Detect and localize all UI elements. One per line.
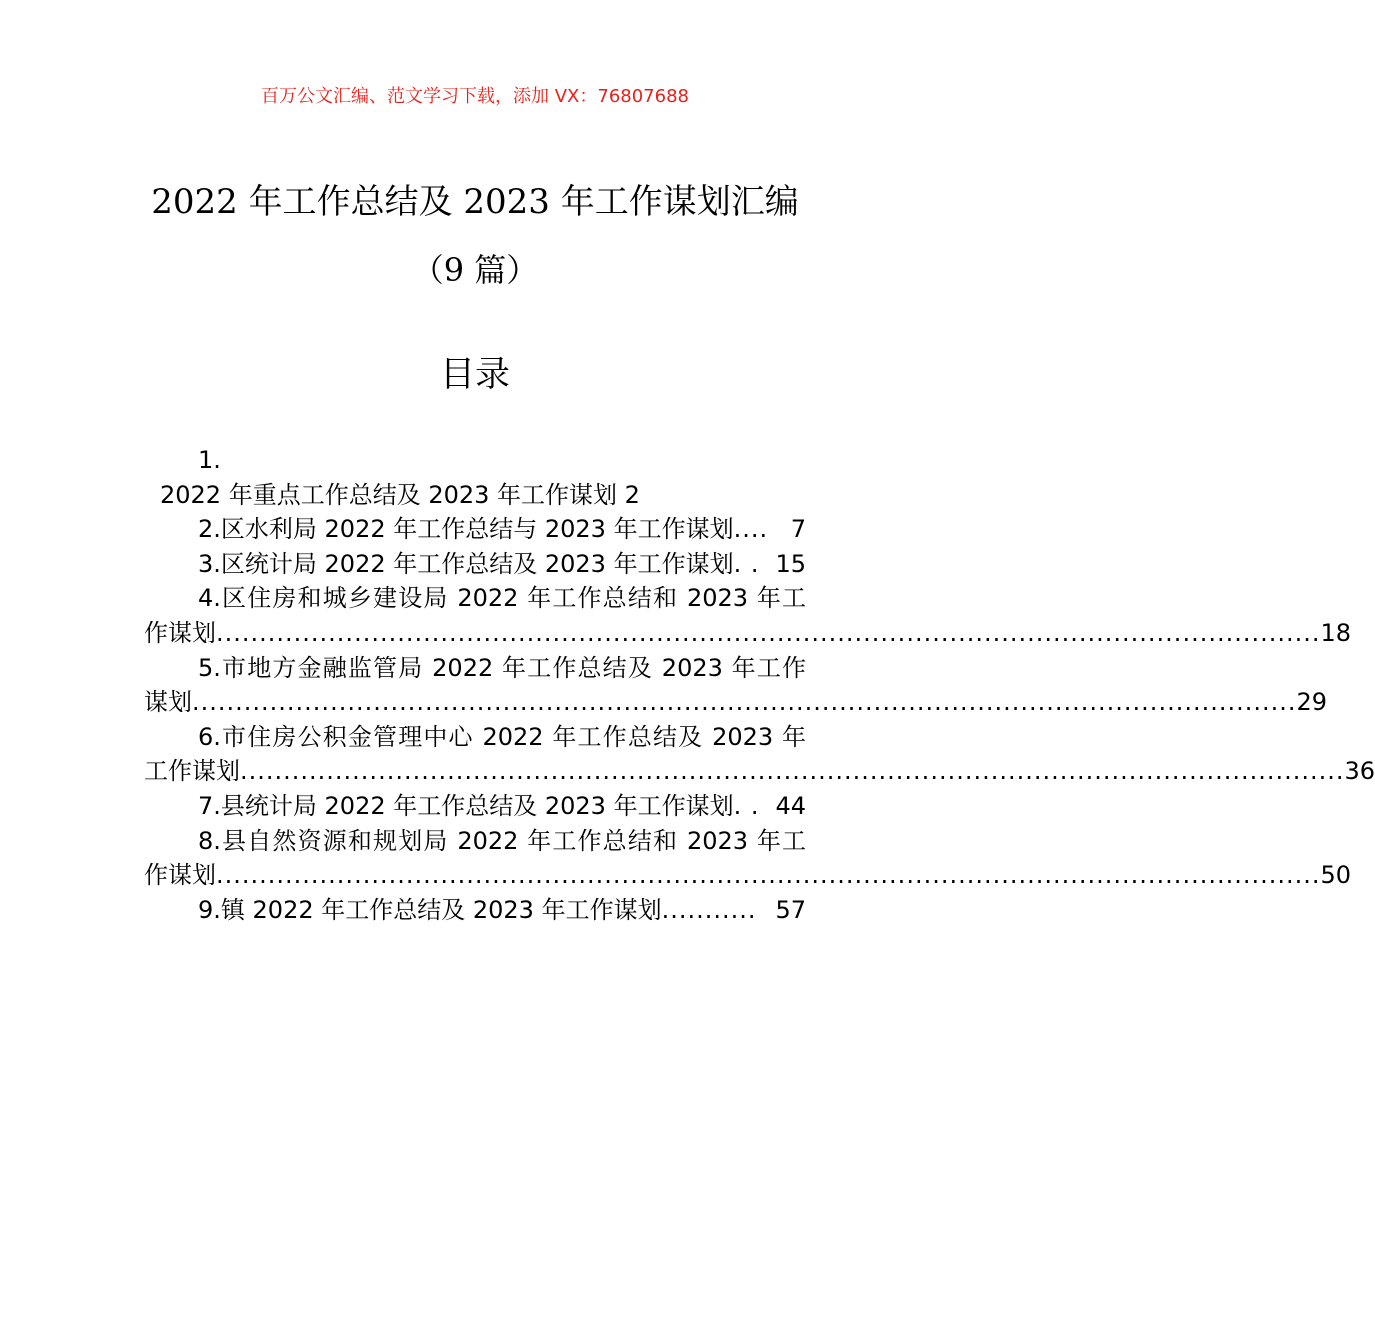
toc-item-5-line1[interactable]: 5.市地方金融监管局 2022 年工作总结及 2023 年工作 [198,653,806,682]
toc-item-7-leader: . . [733,791,760,820]
toc-item-9-leader: ........... [661,895,757,924]
toc-item-4-leader: ................................................................................................................................ [216,618,1321,647]
toc-item-3[interactable] [144,547,806,582]
toc-item-9-page: 57 [775,895,806,924]
toc-item-8-line1[interactable]: 8.县自然资源和规划局 2022 年工作总结和 2023 年工 [198,826,806,855]
toc-item-2[interactable] [144,512,806,547]
toc-item-2-page: 7 [790,515,806,544]
toc-item-8-leader: ................................................................................................................................ [216,861,1321,890]
toc-item-3-page: 15 [775,549,806,578]
toc-item-7[interactable] [144,789,806,824]
watermark-banner: 百万公文汇编、范文学习下载，添加 VX：76807688 [261,86,689,107]
toc-item-4-line1[interactable]: 4.区住房和城乡建设局 2022 年工作总结和 2023 年工 [198,584,806,613]
toc-item-6-line2[interactable] [144,754,1375,789]
document-subtitle: （9 篇） [411,251,539,289]
toc-item-7-page: 44 [775,791,806,820]
toc-item-6-title: 工作谋划 [144,757,240,786]
toc-item-5-leader: ................................................................................................................................ [192,688,1297,717]
toc-item-8-page: 50 [1320,861,1352,890]
toc-item-6-line1[interactable]: 6.市住房公积金管理中心 2022 年工作总结及 2023 年 [198,722,806,751]
toc-item-8-title: 作谋划 [144,861,216,890]
toc-item-2-leader: .... [733,515,769,544]
toc-item-5-page: 29 [1296,688,1328,717]
toc-heading: 目录 [439,355,510,395]
toc-item-8-line2[interactable] [144,858,1352,893]
document-title: 2022 年工作总结及 2023 年工作谋划汇编 [151,182,799,222]
toc-item-6-leader: ................................................................................................................................ [240,757,1345,786]
toc-item-1[interactable]: 2022 年重点工作总结及 2023 年工作谋划 2 [160,480,640,509]
toc-item-9[interactable] [144,893,806,928]
toc-item-2-title: 2.区水利局 2022 年工作总结与 2023 年工作谋划 [198,515,734,544]
toc-item-3-leader: . . [733,549,760,578]
toc-item-1-number[interactable]: 1. [198,446,221,474]
toc-item-7-title: 7.县统计局 2022 年工作总结及 2023 年工作谋划 [198,791,734,820]
toc-item-4-title: 作谋划 [144,618,216,647]
toc-item-4-page: 18 [1320,618,1352,647]
toc-item-4-line2[interactable] [144,616,1352,651]
toc-item-3-title: 3.区统计局 2022 年工作总结及 2023 年工作谋划 [198,549,734,578]
toc-item-6-page: 36 [1344,757,1375,786]
table-of-contents [144,443,1375,927]
toc-item-5-title: 谋划 [144,688,192,717]
toc-item-9-title: 9.镇 2022 年工作总结及 2023 年工作谋划 [198,895,662,924]
toc-item-5-line2[interactable] [144,685,1328,720]
